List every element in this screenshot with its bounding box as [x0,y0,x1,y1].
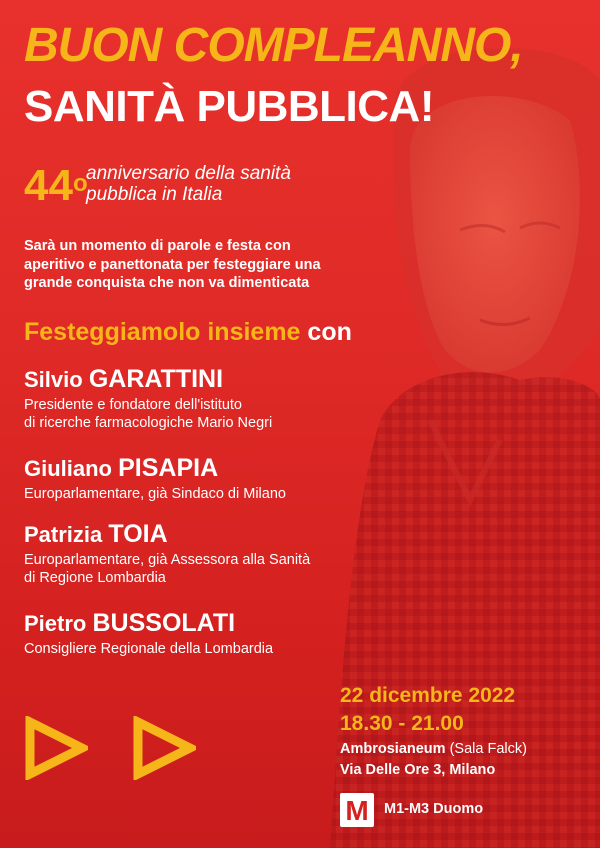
event-time: 18.30 - 21.00 [340,712,464,735]
title-line-2: SANITÀ PUBBLICA! [24,82,434,131]
speaker-name: Silvio GARATTINI [24,365,224,393]
speaker-name: Giuliano PISAPIA [24,454,219,482]
festeggiamo-heading [24,318,352,347]
anniversary-number: 44$^o$ [24,161,88,210]
speaker-name: Patrizia TOIA [24,520,168,548]
event-venue: Ambrosianeum (Sala Falck) [340,741,527,757]
festeggiamo-highlight: Festeggiamolo insieme [24,318,301,346]
play-arrow-icon [132,716,196,780]
anniversary-line-1: anniversario della sanità [86,163,291,184]
title-line-1: BUON COMPLEANNO, [24,19,523,72]
event-date: 22 dicembre 2022 [340,684,516,707]
anniversary-line-2: pubblica in Italia [86,184,223,205]
speaker-role: Presidente e fondatore dell'istituto di ricerche farmacologiche Mario Negri [24,397,273,431]
speaker-garattini [24,365,444,432]
event-address: Via Delle Ore 3, Milano [340,762,496,778]
speaker-pisapia [24,454,444,503]
speaker-name: Pietro BUSSOLATI [24,609,236,637]
intro-line-2: aperitivo e panettonata per festeggiare una [24,256,321,273]
metro-icon: M [340,793,374,827]
speaker-role: Europarlamentare, già Assessora alla Sanità di Regione Lombardia [24,552,311,586]
intro-text [24,237,404,293]
metro-lines: M1-M3 Duomo [384,801,484,817]
speaker-role: Consigliere Regionale della Lombardia [24,641,274,657]
play-arrow-icon [24,716,88,780]
intro-line-3: grande conquista che non va dimenticata [24,275,310,291]
speaker-toia [24,520,444,587]
speaker-role: Europarlamentare, già Sindaco di Milano [24,486,286,502]
festeggiamo-rest: con [300,318,352,346]
intro-line-1: Sarà un momento di parole e festa con [24,238,291,254]
speaker-bussolati [24,609,444,658]
anniversary-text [86,163,406,205]
